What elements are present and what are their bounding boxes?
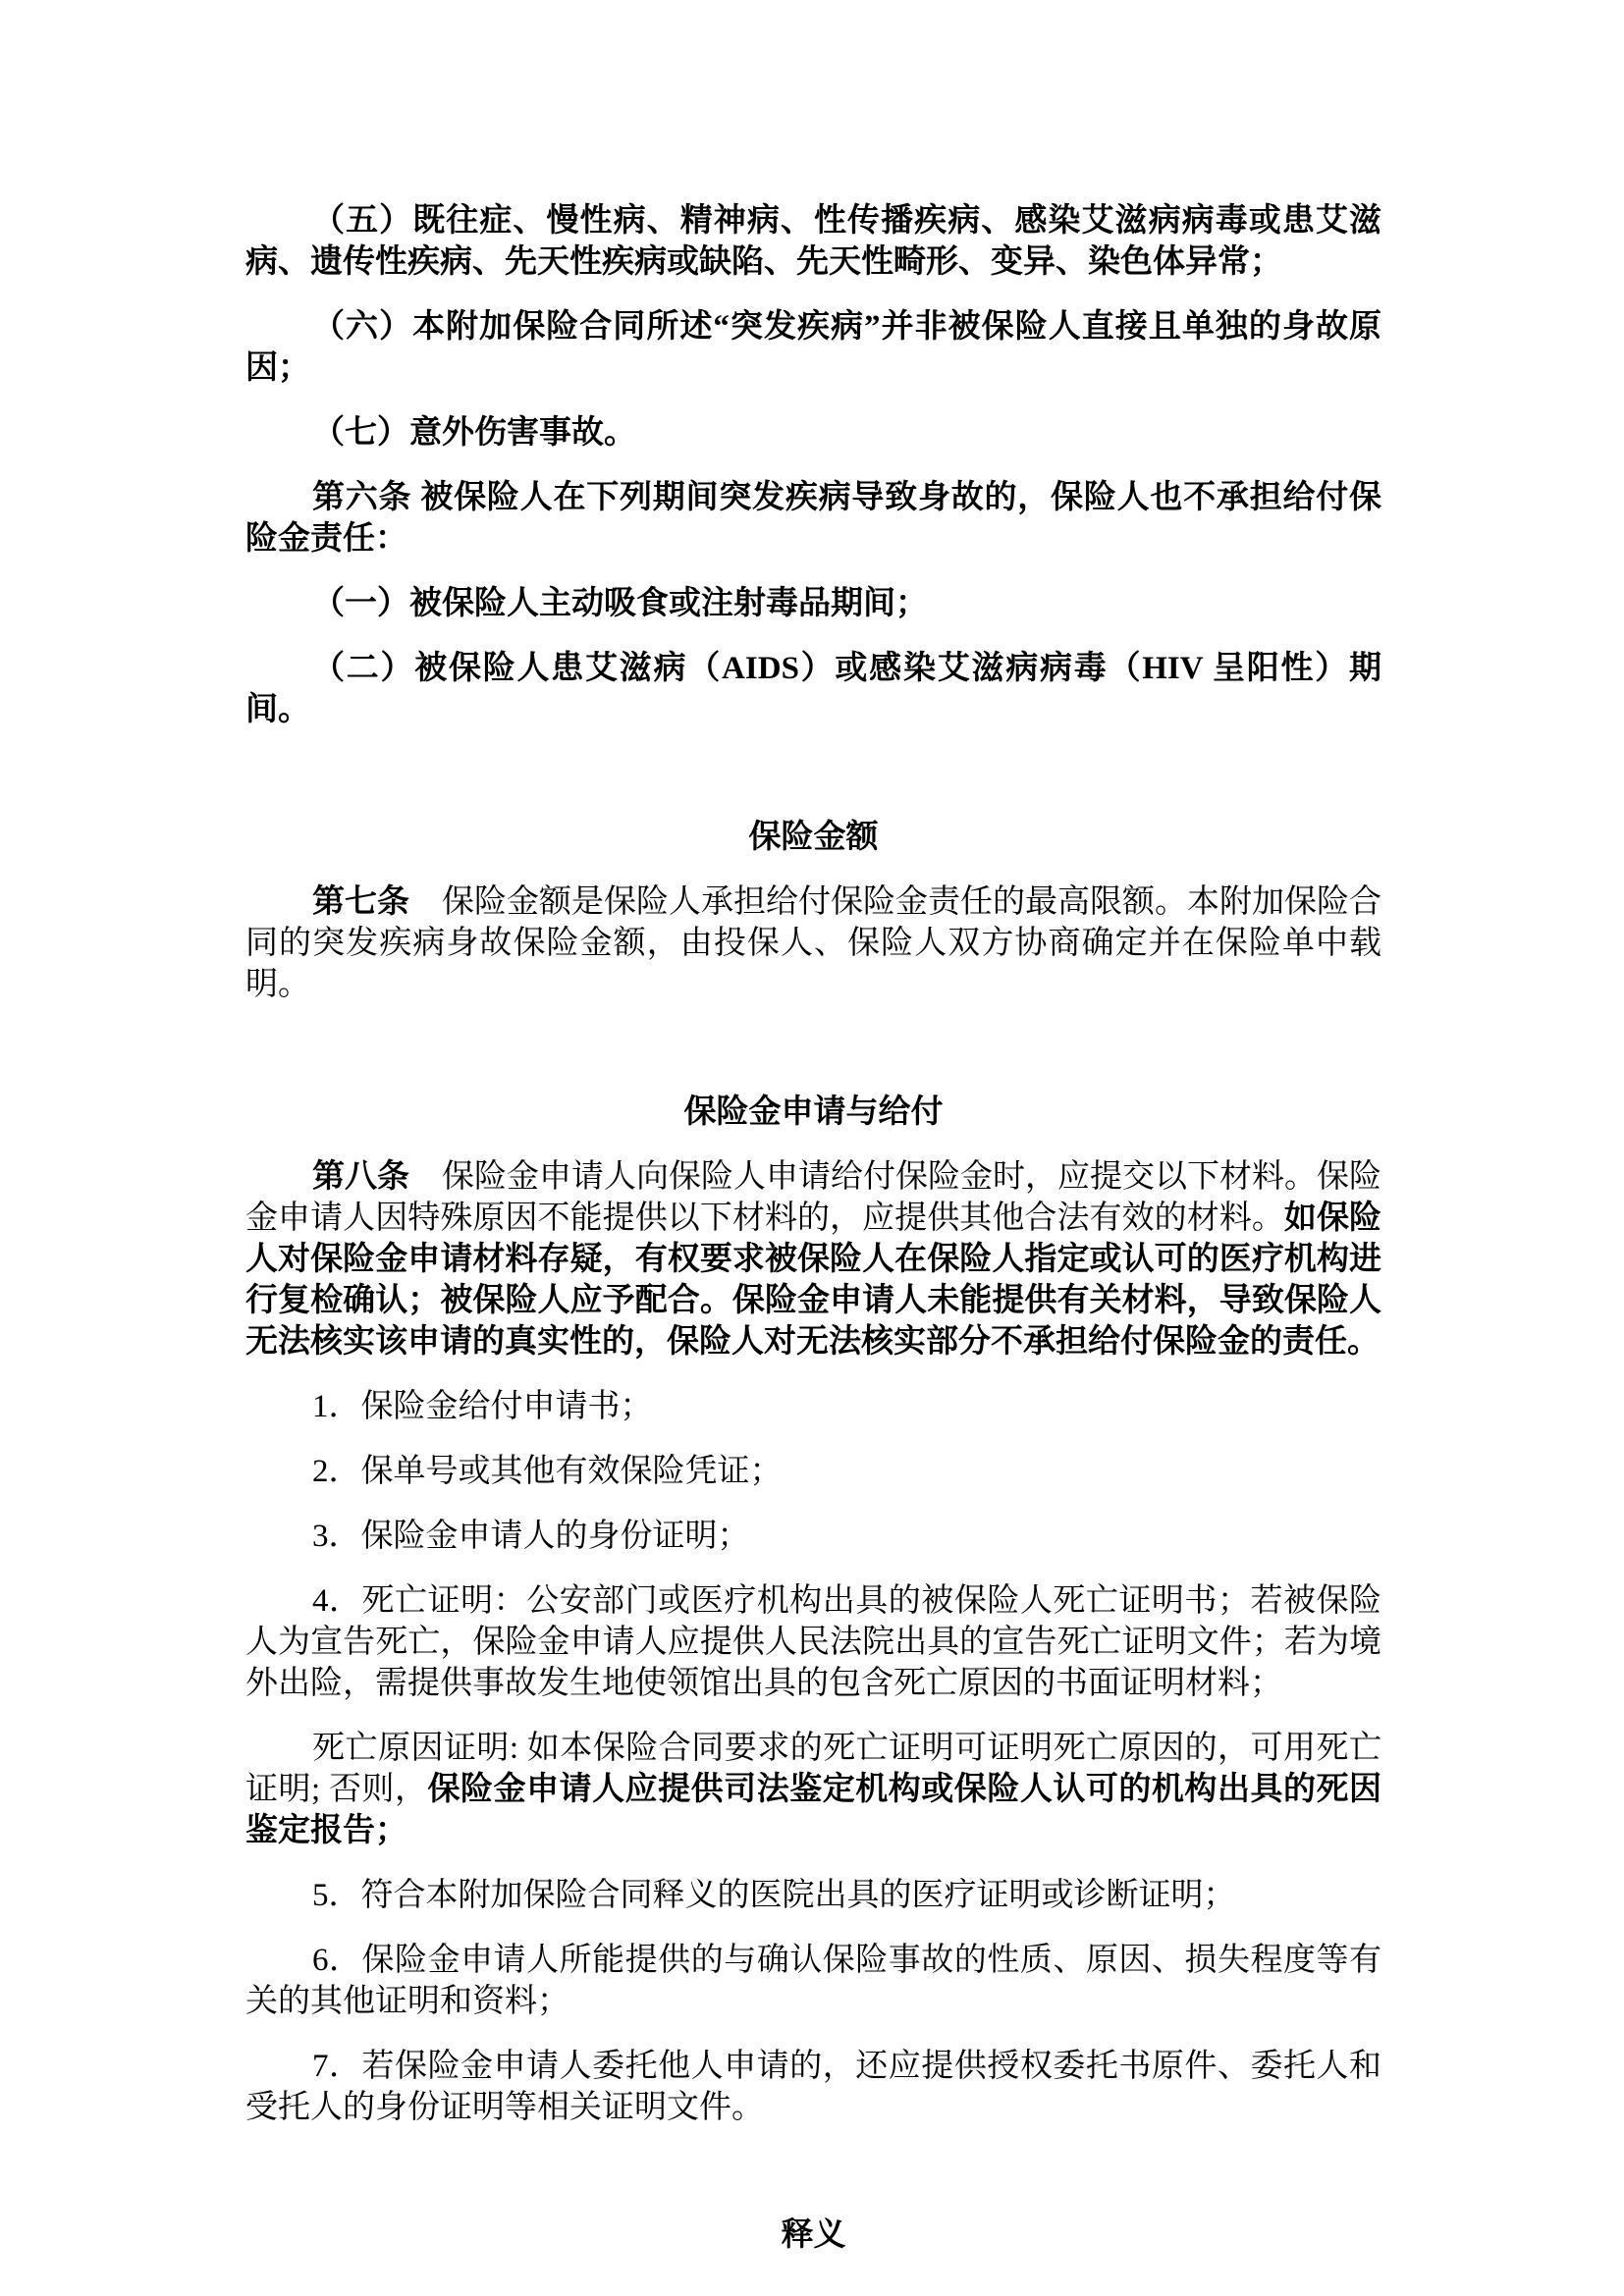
- claim-material-7: [245, 2046, 1381, 2128]
- article-6-item-1: [245, 583, 1381, 624]
- section-heading-claim-application: 保险金申请与给付: [683, 1095, 944, 1130]
- text-run: 6．保险金申请人所能提供的与确认保险事故的性质、原因、损失程度等有关的其他证明和资料；: [245, 1943, 1381, 2019]
- article-8: [245, 1156, 1381, 1362]
- text-run: 5．符合本附加保险合同释义的医院出具的医疗证明或诊断证明；: [312, 1878, 1236, 1913]
- exclusion-item-7: [245, 412, 1381, 454]
- claim-material-6: [245, 1940, 1381, 2022]
- text-run: 死亡原因证明: 如本保险合同要求的死亡证明可证明死亡原因的，可用死亡证明; 否则，: [245, 1731, 1381, 1807]
- text-run: 4．死亡证明：公安部门或医疗机构出具的被保险人死亡证明书；若被保险人为宣告死亡，保险金申请人应提供人民法院出具的宣告死亡证明文件；若为境外出险，需提供事故发生地使领馆出具的包含死亡原因的书面证明材料；: [245, 1583, 1381, 1701]
- document-content: [245, 0, 1381, 2256]
- article-6-intro: [245, 477, 1381, 560]
- text-run: 第六条 被保险人在下列期间突发疾病导致身故的，保险人也不承担给付保险金责任：: [245, 480, 1381, 557]
- exclusion-item-6: [245, 306, 1381, 389]
- claim-material-5: [245, 1875, 1381, 1916]
- section-heading-sum-insured: 保险金额: [748, 820, 879, 855]
- text-run: 保险金申请人向保险人申请给付保险金时，应提交以下材料。保险金申请人因特殊原因不能提供以下材料的，应提供其他合法有效的材料。: [245, 1159, 1381, 1236]
- text-run: 2．保单号或其他有效保险凭证；: [312, 1454, 783, 1489]
- claim-material-2: [245, 1451, 1381, 1492]
- claim-material-4: [245, 1580, 1381, 1704]
- article-6-item-2: [245, 648, 1381, 730]
- text-run: 保险金额是保险人承担给付保险金责任的最高限额。本附加保险合同的突发疾病身故保险金额，由投保人、保险人双方协商确定并在保险单中载明。: [245, 884, 1381, 1002]
- section-heading-definitions: 释义: [781, 2217, 846, 2253]
- text-run: （七）意外伤害事故。: [312, 415, 636, 451]
- claim-material-3: [245, 1516, 1381, 1557]
- death-cause-proof: [245, 1728, 1381, 1851]
- text-run: 1．保险金给付申请书；: [312, 1389, 653, 1424]
- text-run-bold: 如保险人对保险金申请材料存疑，有权要求被保险人在保险人指定或认可的医疗机构进行复检确认；被保险人应予配合。保险金申请人未能提供有关材料，导致保险人无法核实该申请的真实性的，保险人对无法核实部分不承担给付保险金的责任。: [245, 1201, 1382, 1360]
- claim-material-1: [245, 1386, 1381, 1427]
- text-run: （六）本附加保险合同所述“突发疾病”并非被保险人直接且单独的身故原因；: [245, 309, 1381, 386]
- text-run-bold: 保险金申请人应提供司法鉴定机构或保险人认可的机构出具的死因鉴定报告；: [245, 1772, 1382, 1848]
- article-number: 第八条: [312, 1159, 442, 1195]
- text-run: （二）被保险人患艾滋病（AIDS）或感染艾滋病病毒（HIV 呈阳性）期间。: [245, 651, 1381, 727]
- text-run: 3．保险金申请人的身份证明；: [312, 1519, 750, 1554]
- article-number: 第七条: [312, 884, 442, 920]
- text-run: （一）被保险人主动吸食或注射毒品期间；: [312, 586, 928, 621]
- article-7: [245, 881, 1381, 1005]
- exclusion-item-5: [245, 200, 1381, 283]
- text-run: 7．若保险金申请人委托他人申请的，还应提供授权委托书原件、委托人和受托人的身份证明等相关证明文件。: [245, 2049, 1381, 2125]
- text-run: （五）既往症、慢性病、精神病、性传播疾病、感染艾滋病病毒或患艾滋病、遗传性疾病、先天性疾病或缺陷、先天性畸形、变异、染色体异常；: [245, 203, 1381, 280]
